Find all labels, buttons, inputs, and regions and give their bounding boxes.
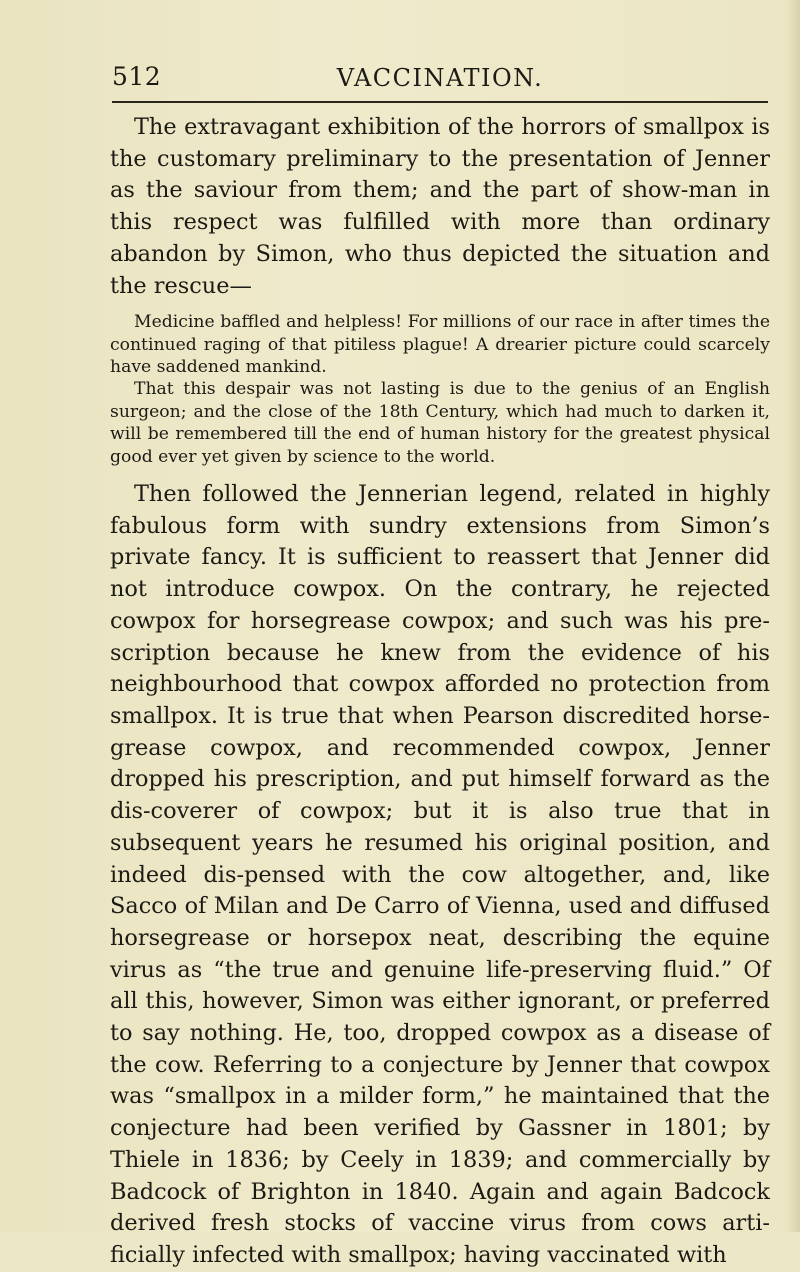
running-head: VACCINATION.: [336, 64, 544, 92]
page-number: 512: [112, 62, 162, 91]
quote-paragraph: Medicine baffled and helpless! For millions of our race in after times the continued raging of that pitiless plague! A drearier picture could scarcely have saddened mankind.: [110, 312, 770, 378]
paragraph-jennerian-legend: Then followed the Jennerian legend, related in highly fabulous form with sundry extensions from Simon’s private fancy. It is sufficient to reassert that Jenner did not introduce cowpox. On the contrary, he rejected cowpox for horsegrease cowpox; and such was his pre-scription because he knew from the evidence of his neighbourhood that cowpox afforded no protection from smallpox. It is true that when Pearson discredited horse-grease cowpox, and recommended cowpox, Jenner dropped his prescription, and put himself forward as the dis-coverer of cowpox; but it is also true that in subsequent years he resumed his original position, and indeed dis-pensed with the cow altogether, and, like Sacco of Milan and De Carro of Vienna, used and diffused horsegrease or horsepox neat, describing the equine virus as “the true and genuine life-preserving fluid.” Of all this, however, Simon was either ignorant, or preferred to say nothing. He, too, dropped cowpox as a disease of the cow. Referring to a conjecture by Jenner that cowpox was “smallpox in a milder form,” he maintained that the conjecture had been verified by Gassner in 1801; by Thiele in 1836; by Ceely in 1839; and commercially by Badcock of Brighton in 1840. Again and again Badcock derived fresh stocks of vaccine virus from cows arti-ficially infected with smallpox; having vaccinated with: [110, 481, 770, 1268]
page-edge-shadow: [786, 0, 800, 1232]
quote-paragraph: That this despair was not lasting is due to the genius of an English surgeon; and the close of the 18th Century, which had much to darken it, will be remembered till the end of human history for the greatest physical good ever yet given by science to the world.: [110, 379, 770, 467]
block-quote: [110, 311, 770, 468]
paragraph-intro: The extravagant exhibition of the horrors of smallpox is the customary preliminary to the presentation of Jenner as the saviour from them; and the part of show-man in this respect was fulfilled with more than ordinary abandon by Simon, who thus depicted the situation and the rescue—: [110, 114, 770, 299]
body-text: [110, 112, 770, 1272]
page-header: [112, 62, 768, 98]
header-rule: [112, 101, 768, 103]
